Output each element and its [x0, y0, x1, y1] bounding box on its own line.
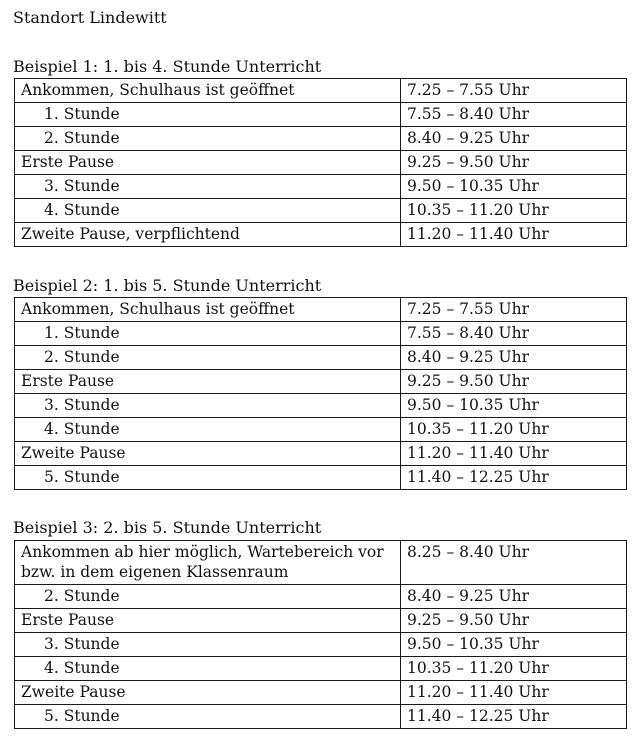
- row-label: Zweite Pause: [15, 681, 401, 705]
- table-row: [15, 418, 627, 442]
- row-label: 1. Stunde: [15, 103, 401, 127]
- table-row: [15, 127, 627, 151]
- example-1-heading: Beispiel 1: 1. bis 4. Stunde Unterricht: [13, 57, 322, 76]
- row-label: 2. Stunde: [15, 127, 401, 151]
- example-3-heading: Beispiel 3: 2. bis 5. Stunde Unterricht: [13, 518, 322, 537]
- row-time: 7.55 – 8.40 Uhr: [401, 103, 627, 127]
- row-label: Ankommen ab hier möglich, Wartebereich vor bzw. in dem eigenen Klassenraum: [15, 541, 401, 585]
- table-row: [15, 370, 627, 394]
- row-label: 1. Stunde: [15, 322, 401, 346]
- row-label: 2. Stunde: [15, 585, 401, 609]
- table-row: [15, 322, 627, 346]
- row-time: 11.20 – 11.40 Uhr: [401, 681, 627, 705]
- table-row: [15, 681, 627, 705]
- row-label: 5. Stunde: [15, 466, 401, 490]
- row-label: 4. Stunde: [15, 657, 401, 681]
- row-label: Erste Pause: [15, 609, 401, 633]
- table-row: [15, 346, 627, 370]
- table-row: [15, 609, 627, 633]
- table-row: [15, 151, 627, 175]
- page-title: Standort Lindewitt: [13, 8, 167, 27]
- row-label: Erste Pause: [15, 370, 401, 394]
- table-row: [15, 223, 627, 247]
- row-time: 9.50 – 10.35 Uhr: [401, 175, 627, 199]
- example-2-heading: Beispiel 2: 1. bis 5. Stunde Unterricht: [13, 276, 322, 295]
- row-time: 9.25 – 9.50 Uhr: [401, 609, 627, 633]
- row-time: 11.20 – 11.40 Uhr: [401, 442, 627, 466]
- row-time: 10.35 – 11.20 Uhr: [401, 199, 627, 223]
- row-time: 8.40 – 9.25 Uhr: [401, 127, 627, 151]
- row-time: 7.25 – 7.55 Uhr: [401, 79, 627, 103]
- row-time: 9.25 – 9.50 Uhr: [401, 370, 627, 394]
- table-row: [15, 442, 627, 466]
- row-label: Ankommen, Schulhaus ist geöffnet: [15, 298, 401, 322]
- table-row: [15, 585, 627, 609]
- row-time: 8.25 – 8.40 Uhr: [401, 541, 627, 585]
- example-1-schedule-table: [14, 78, 627, 247]
- row-time: 8.40 – 9.25 Uhr: [401, 346, 627, 370]
- table-row: [15, 633, 627, 657]
- row-label: 4. Stunde: [15, 199, 401, 223]
- table-row: [15, 657, 627, 681]
- table-row: [15, 394, 627, 418]
- row-label: Zweite Pause, verpflichtend: [15, 223, 401, 247]
- row-time: 10.35 – 11.20 Uhr: [401, 657, 627, 681]
- row-label: 4. Stunde: [15, 418, 401, 442]
- table-row: [15, 466, 627, 490]
- row-label: Zweite Pause: [15, 442, 401, 466]
- row-time: 9.25 – 9.50 Uhr: [401, 151, 627, 175]
- row-time: 11.40 – 12.25 Uhr: [401, 466, 627, 490]
- example-3-schedule-table: [14, 540, 627, 729]
- table-row: [15, 103, 627, 127]
- row-label: 3. Stunde: [15, 175, 401, 199]
- table-row: [15, 298, 627, 322]
- row-time: 11.20 – 11.40 Uhr: [401, 223, 627, 247]
- row-time: 7.55 – 8.40 Uhr: [401, 322, 627, 346]
- row-time: 8.40 – 9.25 Uhr: [401, 585, 627, 609]
- table-row: [15, 705, 627, 729]
- row-label: 3. Stunde: [15, 633, 401, 657]
- row-label: 5. Stunde: [15, 705, 401, 729]
- row-time: 9.50 – 10.35 Uhr: [401, 394, 627, 418]
- example-2-schedule-table: [14, 297, 627, 490]
- row-time: 7.25 – 7.55 Uhr: [401, 298, 627, 322]
- row-label: Erste Pause: [15, 151, 401, 175]
- table-row: [15, 79, 627, 103]
- row-time: 10.35 – 11.20 Uhr: [401, 418, 627, 442]
- row-label: 2. Stunde: [15, 346, 401, 370]
- row-label: 3. Stunde: [15, 394, 401, 418]
- table-row: [15, 541, 627, 585]
- row-time: 9.50 – 10.35 Uhr: [401, 633, 627, 657]
- table-row: [15, 175, 627, 199]
- table-row: [15, 199, 627, 223]
- row-time: 11.40 – 12.25 Uhr: [401, 705, 627, 729]
- row-label: Ankommen, Schulhaus ist geöffnet: [15, 79, 401, 103]
